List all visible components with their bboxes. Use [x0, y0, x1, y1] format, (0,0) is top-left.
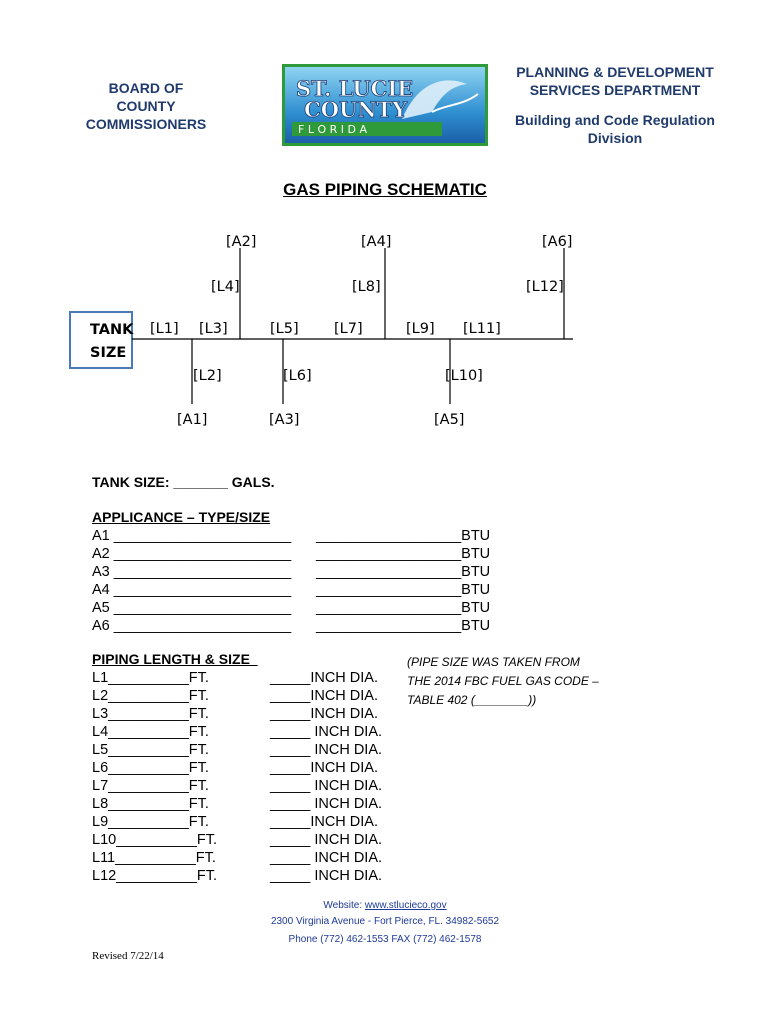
- page-title: GAS PIPING SCHEMATIC: [283, 180, 487, 199]
- label-a3: [A3]: [269, 412, 300, 428]
- appliance-row: A3 ______________________: [92, 564, 292, 580]
- piping-diameter-list: [270, 669, 382, 885]
- label-l5: [L5]: [270, 321, 299, 337]
- btu-field: __________________BTU: [316, 600, 491, 616]
- piping-length-row: L11__________FT.: [92, 850, 216, 866]
- piping-diameter-row: _____ INCH DIA.: [270, 832, 383, 848]
- logo-line-3: F L O R I D A: [298, 123, 367, 136]
- piping-length-row: L5__________FT.: [92, 742, 209, 758]
- footer-phone: Phone (772) 462-1553 FAX (772) 462-1578: [288, 934, 482, 945]
- piping-length-row: L10__________FT.: [92, 832, 217, 848]
- label-l8: [L8]: [352, 279, 381, 295]
- label-l6: [L6]: [283, 368, 312, 384]
- board-line: BOARD OF: [108, 80, 184, 96]
- dept-line: SERVICES DEPARTMENT: [529, 82, 701, 98]
- piping-length-row: L8__________FT.: [92, 796, 209, 812]
- footer-website: [0, 900, 770, 911]
- label-a4: [A4]: [361, 234, 392, 250]
- label-l7: [L7]: [334, 321, 363, 337]
- piping-heading: PIPING LENGTH & SIZE: [92, 651, 258, 667]
- piping-diameter-row: _____ INCH DIA.: [270, 796, 383, 812]
- logo-line-1: ST. LUCIE: [296, 76, 414, 101]
- piping-length-row: L2__________FT.: [92, 688, 209, 704]
- label-a5: [A5]: [434, 412, 465, 428]
- tank-label: SIZE: [90, 345, 127, 361]
- dept-line: PLANNING & DEVELOPMENT: [516, 64, 714, 80]
- note-line: TABLE 402 (________)): [407, 693, 537, 707]
- division-line: Building and Code Regulation: [515, 112, 715, 128]
- appliance-list: [92, 527, 291, 635]
- website-link[interactable]: www.stlucieco.gov: [364, 900, 447, 911]
- revised-date: Revised 7/22/14: [92, 950, 164, 962]
- gas-piping-schematic: [0, 0, 770, 440]
- tank-size-field: TANK SIZE: _______ GALS.: [92, 474, 275, 490]
- btu-field: __________________BTU: [316, 618, 491, 634]
- division-line: Division: [587, 130, 643, 146]
- label-l9: [L9]: [406, 321, 435, 337]
- note-line: (PIPE SIZE WAS TAKEN FROM: [407, 655, 580, 669]
- label-l12: [L12]: [526, 279, 564, 295]
- board-line: COUNTY: [116, 98, 176, 114]
- piping-length-row: L3__________FT.: [92, 706, 209, 722]
- appliance-heading: APPLICANCE – TYPE/SIZE: [92, 509, 271, 525]
- pipe-size-note: [407, 653, 599, 710]
- appliance-row: A1 ______________________: [92, 528, 292, 544]
- label-l10: [L10]: [445, 368, 483, 384]
- piping-length-row: L9__________FT.: [92, 814, 209, 830]
- appliance-row: A4 ______________________: [92, 582, 292, 598]
- piping-length-row: L6__________FT.: [92, 760, 209, 776]
- label-a2: [A2]: [226, 234, 257, 250]
- piping-diameter-row: _____INCH DIA.: [270, 688, 378, 704]
- piping-diameter-row: _____ INCH DIA.: [270, 742, 383, 758]
- label-l1: [L1]: [150, 321, 179, 337]
- btu-field: __________________BTU: [316, 546, 491, 562]
- piping-diameter-row: _____INCH DIA.: [270, 706, 378, 722]
- appliance-row: A6 ______________________: [92, 618, 292, 634]
- piping-diameter-row: _____ INCH DIA.: [270, 868, 383, 884]
- piping-length-row: L4__________FT.: [92, 724, 209, 740]
- piping-length-row: L1__________FT.: [92, 670, 209, 686]
- btu-field: __________________BTU: [316, 528, 491, 544]
- piping-diameter-row: _____INCH DIA.: [270, 760, 378, 776]
- label-a1: [A1]: [177, 412, 208, 428]
- piping-diameter-row: _____ INCH DIA.: [270, 724, 383, 740]
- btu-list: [316, 527, 490, 635]
- piping-diameter-row: _____ INCH DIA.: [270, 778, 383, 794]
- label-a6: [A6]: [542, 234, 573, 250]
- label-l11: [L11]: [463, 321, 501, 337]
- board-line: COMMISSIONERS: [85, 116, 207, 132]
- footer-address: 2300 Virginia Avenue - Fort Pierce, FL. 34982-5652: [270, 916, 500, 927]
- website-label: Website:: [323, 900, 365, 911]
- btu-field: __________________BTU: [316, 582, 491, 598]
- note-line: THE 2014 FBC FUEL GAS CODE –: [407, 674, 599, 688]
- piping-diameter-row: _____INCH DIA.: [270, 670, 378, 686]
- label-l2: [L2]: [193, 368, 222, 384]
- label-l3: [L3]: [199, 321, 228, 337]
- logo-line-2: COUNTY: [304, 97, 408, 122]
- piping-diameter-row: _____ INCH DIA.: [270, 850, 383, 866]
- piping-length-row: L7__________FT.: [92, 778, 209, 794]
- label-l4: [L4]: [211, 279, 240, 295]
- tank-label: TANK: [90, 322, 134, 338]
- appliance-row: A2 ______________________: [92, 546, 292, 562]
- appliance-row: A5 ______________________: [92, 600, 292, 616]
- btu-field: __________________BTU: [316, 564, 491, 580]
- piping-length-list: [92, 669, 217, 885]
- piping-diameter-row: _____INCH DIA.: [270, 814, 378, 830]
- piping-length-row: L12__________FT.: [92, 868, 217, 884]
